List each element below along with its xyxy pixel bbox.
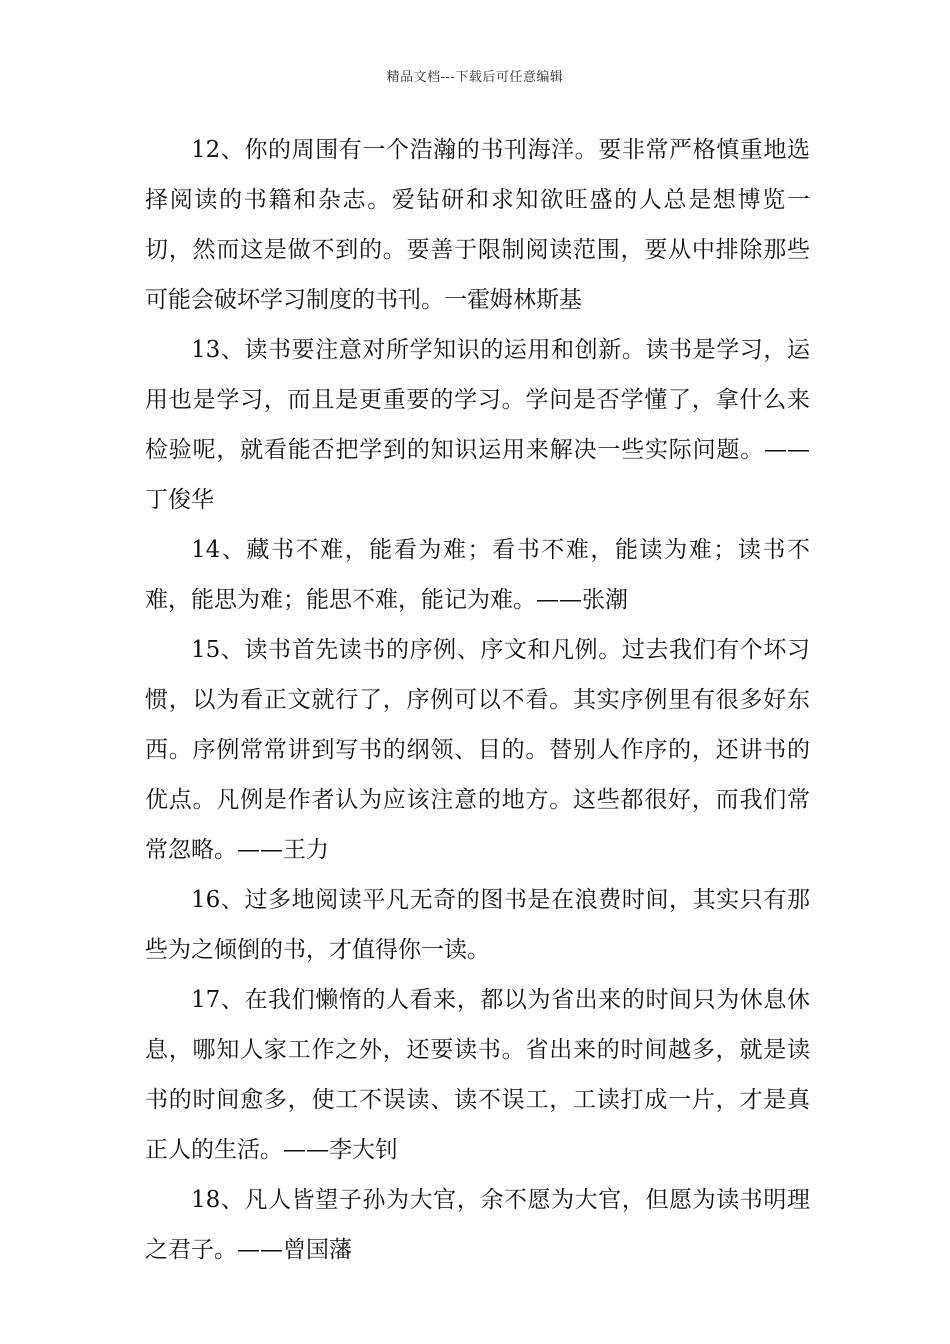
quote-paragraph-16: 16、过多地阅读平凡无奇的图书是在浪费时间，其实只有那些为之倾倒的书，才值得你一读。	[145, 887, 810, 963]
quote-paragraph-15: 15、读书首先读书的序例、序文和凡例。过去我们有个坏习惯，以为看正文就行了，序例可以不看。其实序例里有很多好东西。序例常常讲到写书的纲领、目的。替别人作序的，还讲书的优点。凡例是作者认为应该注意的地方。这些都很好，而我们常常忽略。——王力	[145, 637, 810, 863]
document-body	[145, 125, 810, 1275]
quote-paragraph-17: 17、在我们懒惰的人看来，都以为省出来的时间只为休息休息，哪知人家工作之外，还要读书。省出来的时间越多，就是读书的时间愈多，使工不误读、读不误工，工读打成一片，才是真正人的生活。——李大钊	[145, 987, 810, 1163]
quote-paragraph-14: 14、藏书不难，能看为难；看书不难，能读为难；读书不难，能思为难；能思不难，能记为难。——张潮	[145, 537, 810, 613]
quote-paragraph-13: 13、读书要注意对所学知识的运用和创新。读书是学习，运用也是学习，而且是更重要的学习。学问是否学懂了，拿什么来检验呢，就看能否把学到的知识运用来解决一些实际问题。——丁俊华	[145, 337, 810, 513]
page-header: 精品文档---下载后可任意编辑	[386, 70, 564, 85]
quote-paragraph-12: 12、你的周围有一个浩瀚的书刊海洋。要非常严格慎重地选择阅读的书籍和杂志。爱钻研和求知欲旺盛的人总是想博览一切，然而这是做不到的。要善于限制阅读范围，要从中排除那些可能会破坏学习制度的书刊。一霍姆林斯基	[145, 137, 810, 313]
quote-paragraph-18: 18、凡人皆望子孙为大官，余不愿为大官，但愿为读书明理之君子。——曾国藩	[145, 1187, 810, 1263]
